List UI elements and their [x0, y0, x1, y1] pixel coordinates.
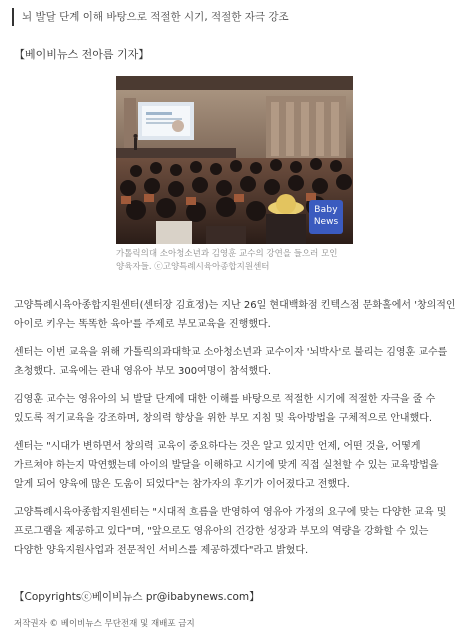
photo-caption: 가톨릭의대 소아청소년과 김영훈 교수의 강연을 들으러 모인 양육자들. ⓒ고양특례시육아종합지원센터 — [116, 249, 338, 272]
article-paragraph-3: 김영훈 교수는 영유아의 뇌 발달 단계에 대한 이해를 바탕으로 적절한 시기에 적절한 자극을 줄 수 있도록 적기교육을 강조하며, 창의력 향상을 위한 부모 지침 및 육아방법을 구체적으로 안내했다. — [14, 394, 436, 424]
article-paragraph-1: 고양특례시육아종합지원센터(센터장 김효정)는 지난 26일 현대백화점 킨텍스점 문화홀에서 '창의적인 아이로 키우는 똑똑한 육아'를 주제로 부모교육을 진행했다. — [14, 300, 456, 330]
article-paragraph-5: 고양특례시육아종합지원센터는 "시대적 흐름을 반영하여 영유아 가정의 요구에 맞는 다양한 교육 및 프로그램을 제공하고 있다"며, "앞으로도 영유아의 건강한 성장과 부모의 역량을 강화할 수 있는 다양한 양육지원사업과 전문적인 서비스를 제공하겠다"라고 밝혔다. — [14, 507, 447, 556]
copyright-notice: 【Copyrightsⓒ베이비뉴스 pr@ibabynews.com】 — [14, 591, 260, 603]
article-paragraph-4: 센터는 "시대가 변하면서 창의력 교육이 중요하다는 것은 알고 있지만 언제, 어떤 것을, 어떻게 가르쳐야 하는지 막연했는데 아이의 발달을 이해하고 시기에 맞게 직접 실천할 수 있는 교육방법을 알게 되어 양육에 많은 도움이 되었다"는 참가자의 후기가 이어졌다고 전했다. — [14, 441, 439, 490]
reproduction-notice: 저작권자 © 베이비뉴스 무단전재 및 재배포 금지 — [14, 619, 195, 629]
article-subtitle: 뇌 발달 단계 이해 바탕으로 적절한 시기, 적절한 자극 강조 — [12, 8, 462, 26]
article-photo — [116, 76, 353, 244]
babynews-watermark-logo: Baby News — [309, 200, 343, 234]
article-paragraph-2: 센터는 이번 교육을 위해 가톨릭의과대학교 소아청소년과 교수이자 '뇌박사'로 불리는 김영훈 교수를 초청했다. 교육에는 관내 영유아 부모 300여명이 참석했다. — [14, 347, 448, 377]
reporter-byline: 【베이비뉴스 전아름 기자】 — [14, 48, 150, 61]
